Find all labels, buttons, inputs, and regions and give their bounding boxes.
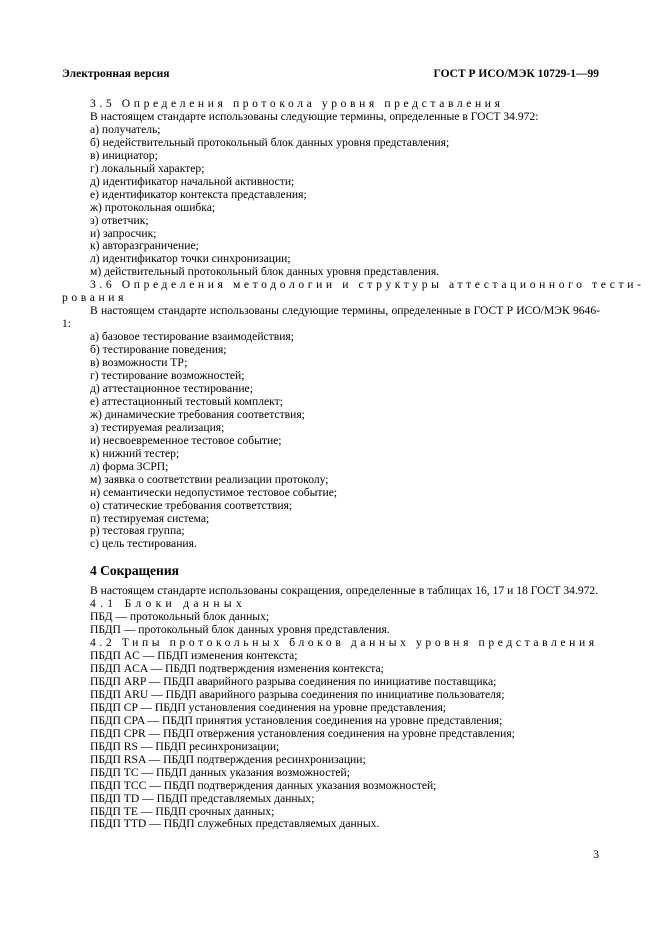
list-item: и) запросчик; [90,226,157,240]
page-body [62,97,645,831]
section-4-1-title: 4.1 Блоки данных [90,597,247,611]
list-item: е) аттестационный тестовый комплект; [90,394,283,408]
list-item: м) действительный протокольный блок данных уровня представления. [90,265,440,279]
section-3-6-intro: В настоящем стандарте использованы следующие термины, определенные в ГОСТ Р ИСО/МЭК 9646-1: [62,304,600,331]
list-item: д) аттестационное тестирование; [90,381,253,395]
list-item: ПБДП CPR — ПБДП отвержения установления соединения на уровне представления; [90,726,515,740]
list-item: н) семантически недопустимое тестовое событие; [90,485,338,499]
list-item: л) идентификатор точки синхронизации; [90,252,291,266]
list-item: ПБДП TD — ПБДП представляемых данных; [90,791,315,805]
section-3-6-title: 3.6 Определения методологии и структуры аттестационного тести- [90,278,645,292]
list-item: з) тестируемая реализация; [90,420,225,434]
list-item: в) возможности ТР; [90,356,188,370]
page-number: 3 [593,848,599,861]
section-3-5-title: 3.5 Определения протокола уровня представления [90,97,504,110]
list-item: ПБДП ARU — ПБДП аварийного разрыва соединения по инициативе пользователя; [90,687,505,701]
list-item: а) получатель; [90,122,161,136]
list-item: ПБДП RSA — ПБДП подтверждения ресинхронизации; [90,752,366,766]
list-item: п) тестируемая система; [90,511,210,525]
list-item: и) несвоевременное тестовое событие; [90,433,282,447]
list-item: б) тестирование поведения; [90,343,227,357]
list-item: ПБД — протокольный блок данных; [90,610,270,624]
list-item: с) цель тестирования. [90,537,197,551]
list-item: о) статические требования соответствия; [90,498,293,512]
list-item: к) нижний тестер; [90,446,180,460]
list-item: ж) протокольная ошибка; [90,200,216,214]
section-3-5-intro: В настоящем стандарте использованы следующие термины, определенные в ГОСТ 34.972: [90,109,539,123]
list-item: ПБДП AC — ПБДП изменения контекста; [90,649,298,663]
list-item: л) форма ЗСРП; [90,459,169,473]
section-3-6-title-continued: рования [62,291,128,305]
section-4-2-list [62,650,600,831]
list-item: ПБДП TE — ПБДП срочных данных; [90,804,275,818]
list-item: ПБДП CPA — ПБДП принятия установления соединения на уровне представления; [90,713,503,727]
section-3-6-list [62,331,600,551]
section-4-1-list [62,611,600,637]
section-4-2-title: 4.2 Типы протокольных блоков данных уровня представления [90,636,598,650]
running-header-right: ГОСТ Р ИСО/МЭК 10729-1—99 [433,68,599,80]
list-item: г) тестирование возможностей; [90,369,245,383]
list-item: ПБДП CP — ПБДП установления соединения на уровне представления; [90,700,447,714]
list-item: к) авторазграничение; [90,239,199,253]
section-3-5-list [62,124,600,279]
list-item: ПБДП TCC — ПБДП подтверждения данных указания возможностей; [90,778,437,792]
section-4-title: 4 Сокращения [90,563,179,579]
list-item: г) локальный характер; [90,161,205,175]
list-item: ПБДП RS — ПБДП ресинхронизации; [90,739,280,753]
list-item: р) тестовая группа; [90,524,185,538]
list-item: б) недействительный протокольный блок данных уровня представления; [90,135,450,149]
list-item: ж) динамические требования соответствия; [90,407,305,421]
list-item: м) заявка о соответствии реализации протоколу; [90,472,329,486]
list-item: ПБДП — протокольный блок данных уровня представления. [90,623,390,637]
list-item: ПБДП TTD — ПБДП служебных представляемых данных. [90,817,380,831]
list-item: ПБДП TC — ПБДП данных указания возможностей; [90,765,350,779]
list-item: в) инициатор; [90,148,158,162]
list-item: ПБДП ACA — ПБДП подтверждения изменения контекста; [90,662,384,676]
section-4-intro: В настоящем стандарте использованы сокращения, определенные в таблицах 16, 17 и 18 ГОСТ 34.972. [90,584,599,598]
list-item: д) идентификатор начальной активности; [90,174,295,188]
list-item: з) ответчик; [90,213,149,227]
list-item: е) идентификатор контекста представления; [90,187,307,201]
list-item: ПБДП ARP — ПБДП аварийного разрыва соединения по инициативе поставщика; [90,674,497,688]
running-header-left: Электронная версия [62,68,170,80]
list-item: а) базовое тестирование взаимодействия; [90,330,294,344]
